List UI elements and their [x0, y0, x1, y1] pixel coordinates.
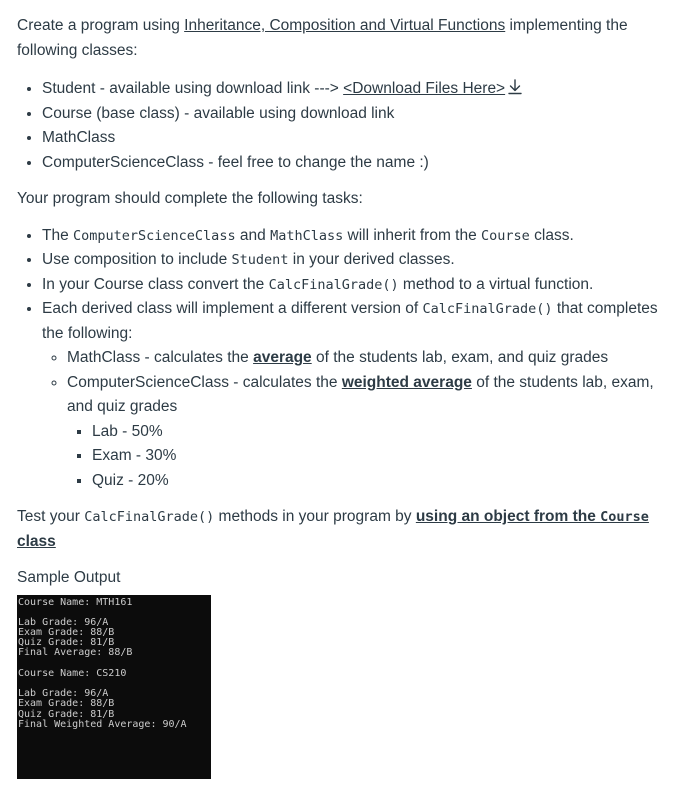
- list-item: • In your Course class convert the CalcFinalGrade() method to a virtual function.: [42, 273, 671, 298]
- console-line: Quiz Grade: 81/B: [18, 708, 115, 720]
- list-item: ▪ Quiz - 20%: [92, 469, 671, 494]
- intro-paragraph: [17, 14, 671, 63]
- console-line: Final Average: 88/B: [18, 647, 133, 659]
- list-item: ◦ ComputerScienceClass - calculates the weighted average of the students lab, exam, and quiz grades ▪ Lab - 50% ▪ Exam - 30% ▪ Quiz - 20%: [67, 371, 671, 494]
- list-item: ▪ Exam - 30%: [92, 444, 671, 469]
- list-item: • Each derived class will implement a different version of CalcFinalGrade() that completes the following: ◦ MathClass - calculates the average of the students lab, exam, and quiz grades ◦ ComputerScienceClass - calculates the weighted average of the students lab, exam, and quiz grades ▪ Lab - 50% ▪ Exam - 30% ▪ Quiz - 20%: [42, 297, 671, 493]
- list-item: ◦ MathClass - calculates the average of the students lab, exam, and quiz grades: [67, 346, 671, 371]
- list-item: ▪ Lab - 50%: [92, 420, 671, 445]
- list-item: • MathClass: [42, 126, 671, 151]
- console-line: Course Name: MTH161: [18, 596, 133, 608]
- derived-classes-list: [42, 346, 671, 493]
- console-line: Final Weighted Average: 90/A: [18, 718, 187, 730]
- console-line: Exam Grade: 88/B: [18, 698, 115, 710]
- list-item: • ComputerScienceClass - feel free to change the name :): [42, 151, 671, 176]
- console-line: Lab Grade: 96/A: [18, 616, 109, 628]
- download-files-link[interactable]: <Download Files Here>: [343, 80, 506, 97]
- list-item: • Use composition to include Student in your derived classes.: [42, 248, 671, 273]
- console-line: Course Name: CS210: [18, 667, 127, 679]
- tasks-heading: Your program should complete the following tasks:: [17, 190, 363, 207]
- download-arrow-icon[interactable]: [507, 79, 523, 95]
- test-paragraph: Test your CalcFinalGrade() methods in your program by using an object from the Course class: [17, 508, 649, 550]
- intro-text-end: implementing the following classes:: [17, 17, 628, 59]
- console-output: [17, 595, 211, 779]
- console-line: Quiz Grade: 81/B: [18, 637, 115, 649]
- weights-list: [67, 420, 671, 494]
- console-line: Lab Grade: 96/A: [18, 688, 109, 700]
- intro-text: Create a program using: [17, 17, 185, 34]
- classes-list: [17, 77, 671, 175]
- inheritance-link[interactable]: Inheritance, Composition and Virtual Functions: [184, 17, 506, 34]
- list-item: • Student - available using download link ---> <Download Files Here>: [42, 77, 671, 102]
- list-item: • The ComputerScienceClass and MathClass will inherit from the Course class.: [42, 224, 671, 249]
- sample-output-label: Sample Output: [17, 569, 121, 586]
- list-item: • Course (base class) - available using download link: [42, 102, 671, 127]
- tasks-list: [17, 224, 671, 494]
- console-line: Exam Grade: 88/B: [18, 627, 115, 639]
